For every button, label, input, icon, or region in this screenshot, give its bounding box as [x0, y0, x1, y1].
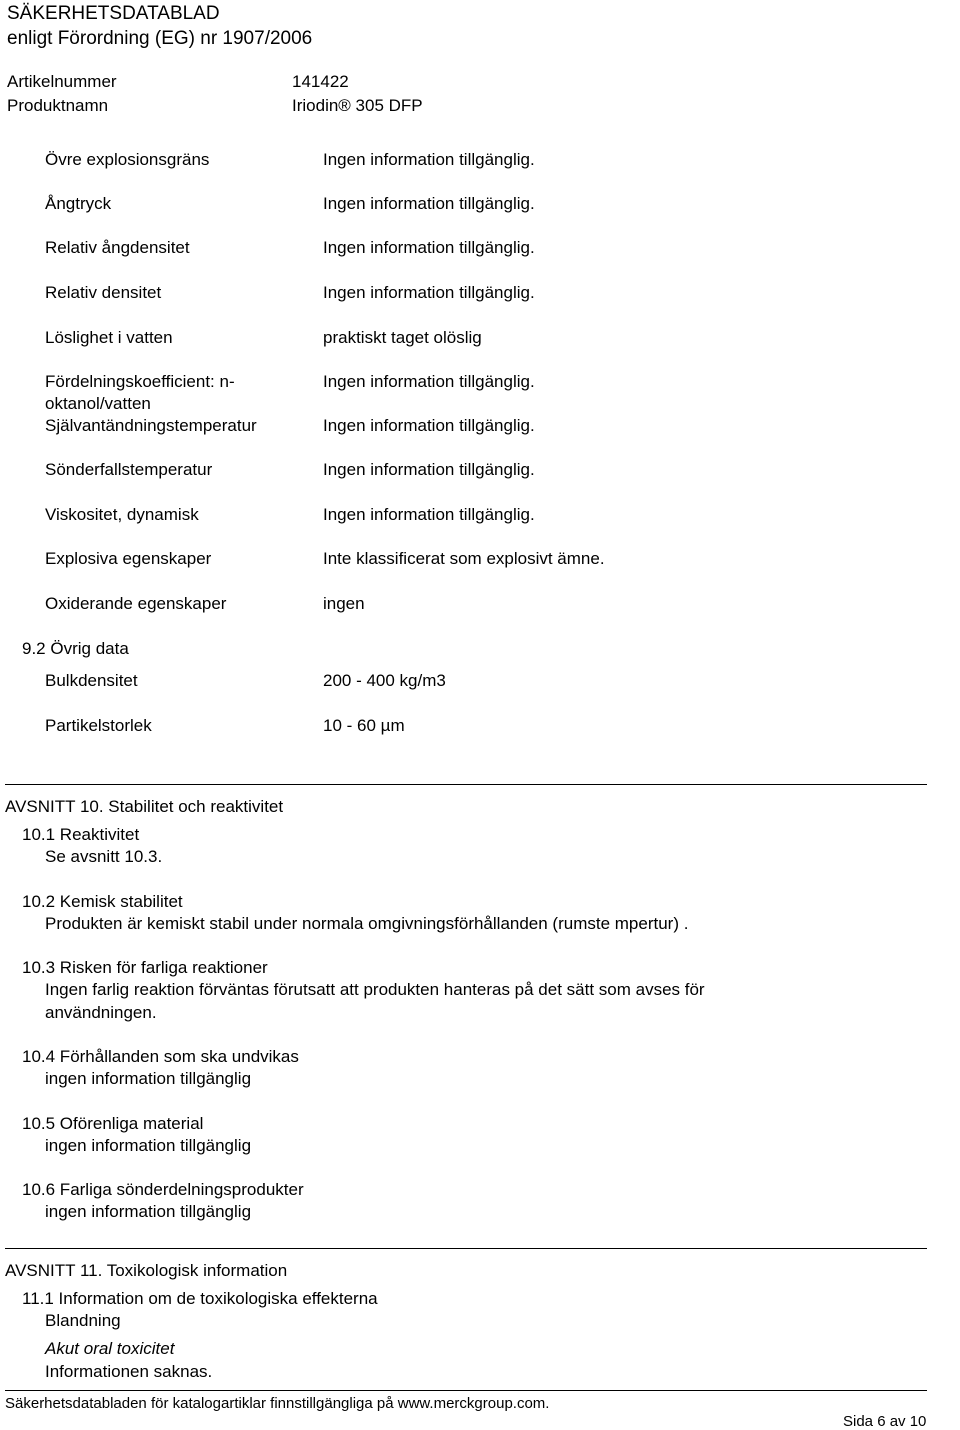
section-heading-11: AVSNITT 11. Toxikologisk information: [5, 1261, 288, 1280]
article-number-label: Artikelnummer: [7, 72, 117, 91]
subsection-heading-10-4: 10.4 Förhållanden som ska undvikas: [22, 1047, 299, 1066]
footer-note: Säkerhetsdatabladen för katalogartiklar finnstillgängliga på www.merckgroup.com.: [5, 1395, 550, 1412]
section-divider: [5, 1248, 927, 1249]
property-value: Ingen information tillgänglig.: [323, 194, 535, 213]
section-heading-10: AVSNITT 10. Stabilitet och reaktivitet: [5, 797, 284, 816]
property-label: Partikelstorlek: [45, 716, 152, 735]
subsection-text: användningen.: [45, 1003, 157, 1022]
property-label: Oxiderande egenskaper: [45, 594, 227, 613]
property-value: Ingen information tillgänglig.: [323, 238, 535, 257]
mixture-heading: Blandning: [45, 1311, 121, 1330]
property-value: Ingen information tillgänglig.: [323, 372, 535, 391]
property-label: Bulkdensitet: [45, 671, 138, 690]
footer-divider: [5, 1390, 927, 1391]
product-name-label: Produktnamn: [7, 96, 109, 115]
property-label: Självantändningstemperatur: [45, 416, 257, 435]
property-label: Fördelningskoefficient: n-: [45, 372, 235, 391]
property-value: Inte klassificerat som explosivt ämne.: [323, 549, 605, 568]
subsection-text: Produkten är kemiskt stabil under normala omgivningsförhållanden (rumste mpertur) .: [45, 914, 689, 933]
page-number: Sida 6 av 10: [843, 1413, 927, 1430]
subsection-heading-10-2: 10.2 Kemisk stabilitet: [22, 892, 183, 911]
property-label: Viskositet, dynamisk: [45, 505, 199, 524]
property-label: Löslighet i vatten: [45, 328, 173, 347]
product-name-value: Iriodin® 305 DFP: [292, 96, 423, 115]
subsection-text: ingen information tillgänglig: [45, 1136, 252, 1155]
subsection-heading-9-2: 9.2 Övrig data: [22, 639, 129, 658]
subsection-text: ingen information tillgänglig: [45, 1069, 252, 1088]
acute-oral-toxicity-label: Akut oral toxicitet: [45, 1339, 175, 1358]
property-value: Ingen information tillgänglig.: [323, 460, 535, 479]
property-label: Relativ ångdensitet: [45, 238, 190, 257]
subsection-heading-10-1: 10.1 Reaktivitet: [22, 825, 140, 844]
property-value: Ingen information tillgänglig.: [323, 505, 535, 524]
document-title: SÄKERHETSDATABLAD: [7, 3, 220, 24]
subsection-heading-10-5: 10.5 Oförenliga material: [22, 1114, 204, 1133]
regulation-subtitle: enligt Förordning (EG) nr 1907/2006: [7, 28, 313, 49]
property-label: Övre explosionsgräns: [45, 150, 210, 169]
subsection-heading-10-6: 10.6 Farliga sönderdelningsprodukter: [22, 1180, 304, 1199]
property-label-continuation: oktanol/vatten: [45, 394, 151, 413]
subsection-text: Se avsnitt 10.3.: [45, 847, 163, 866]
property-value: 10 - 60 µm: [323, 716, 405, 735]
property-value: Ingen information tillgänglig.: [323, 416, 535, 435]
property-label: Ångtryck: [45, 194, 112, 213]
property-value: 200 - 400 kg/m3: [323, 671, 446, 690]
property-value: Ingen information tillgänglig.: [323, 283, 535, 302]
subsection-text: Ingen farlig reaktion förväntas förutsatt att produkten hanteras på det sätt som avses för: [45, 980, 705, 999]
property-label: Explosiva egenskaper: [45, 549, 212, 568]
property-label: Relativ densitet: [45, 283, 162, 302]
subsection-heading-11-1: 11.1 Information om de toxikologiska effekterna: [22, 1289, 378, 1308]
property-value: praktiskt taget olöslig: [323, 328, 482, 347]
article-number-value: 141422: [292, 72, 349, 91]
property-value: Ingen information tillgänglig.: [323, 150, 535, 169]
subsection-heading-10-3: 10.3 Risken för farliga reaktioner: [22, 958, 268, 977]
property-label: Sönderfallstemperatur: [45, 460, 213, 479]
property-value: ingen: [323, 594, 365, 613]
subsection-text: ingen information tillgänglig: [45, 1202, 252, 1221]
section-divider: [5, 784, 927, 785]
acute-oral-toxicity-text: Informationen saknas.: [45, 1362, 213, 1381]
